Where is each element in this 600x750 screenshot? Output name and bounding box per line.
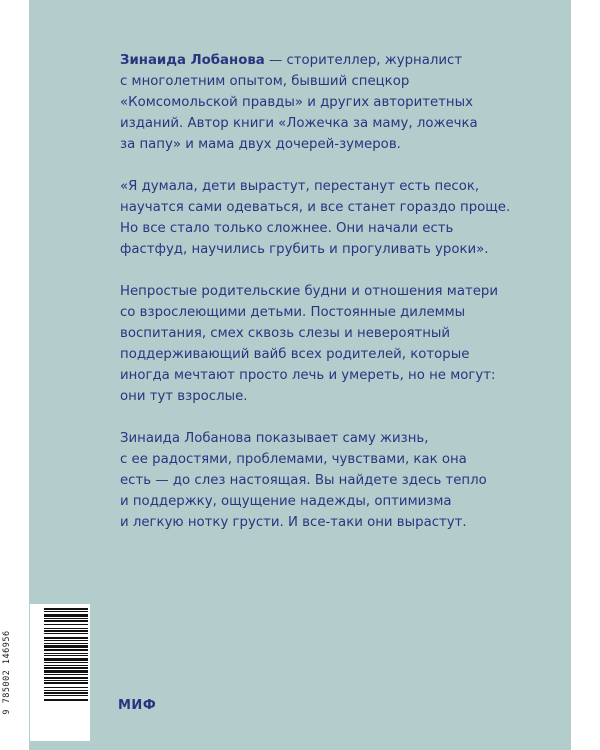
barcode-bar xyxy=(44,643,88,644)
barcode-bar xyxy=(44,674,88,675)
barcode-bar xyxy=(44,649,88,651)
barcode-bar xyxy=(44,665,88,666)
barcode-bar xyxy=(44,645,88,648)
barcode-bar xyxy=(44,658,88,661)
barcode-bar xyxy=(44,608,88,610)
barcode-bar xyxy=(44,667,88,669)
barcode-digits: 9 785002 146956 xyxy=(2,630,12,715)
publisher-logo: МИФ xyxy=(118,698,157,713)
barcode-bar xyxy=(44,637,88,639)
barcode-bar xyxy=(44,618,88,619)
barcode-bar xyxy=(44,699,88,701)
author-name: Зинаида Лобанова xyxy=(120,53,265,68)
barcode-bar xyxy=(44,628,88,629)
barcode-bar xyxy=(44,680,88,681)
barcode-bar xyxy=(44,655,88,656)
barcode-bar xyxy=(44,662,88,663)
description-paragraph: Непростые родительские будни и отношения матери со взрослеющими детьми. Постоянные дилеммы воспитания, смех сквозь слезы и невероятный поддерживающий вайб всех родителей, которые иногда мечтают просто лечь и умереть, но не могут: они тут взрослые. xyxy=(120,284,498,404)
barcode-bar xyxy=(44,640,88,641)
barcode-bar xyxy=(44,633,88,634)
barcode-bar xyxy=(44,687,88,688)
barcode-bar xyxy=(44,677,88,679)
about-author-paragraph xyxy=(120,50,520,155)
barcode-bar xyxy=(44,682,88,684)
barcode-bar xyxy=(44,653,88,654)
barcode-bar xyxy=(44,692,88,694)
blurb-text xyxy=(120,50,520,554)
barcode-bar xyxy=(44,690,88,691)
barcode-bar xyxy=(44,695,88,696)
barcode-bar xyxy=(44,670,88,673)
barcode-bar xyxy=(44,620,88,622)
closing-paragraph: Зинаида Лобанова показывает саму жизнь, с ее радостями, проблемами, чувствами, как она есть — до слез настоящая. Вы найдете здесь тепло и поддержку, ощущение надежды, оптимизма и легкую нотку грусти. И все-таки они вырастут. xyxy=(120,431,487,530)
barcode-bars xyxy=(30,604,90,741)
barcode-bar xyxy=(44,614,88,617)
barcode-bar xyxy=(44,611,88,612)
quote-paragraph: «Я думала, дети вырастут, перестанут есть песок, научатся сами одеваться, и все станет гораздо проще. Но все стало только сложнее. Они начали есть фастфуд, научились грубить и прогуливать уроки». xyxy=(120,179,511,257)
author-bio: — сторителлер, журналист с многолетним опытом, бывший спецкор «Комсомольской правды» и других авторитетных изданий. Автор книги «Ложечка за маму, ложечка за папу» и мама двух дочерей-зумеров. xyxy=(120,53,478,152)
barcode-icon xyxy=(30,604,90,741)
barcode-bar xyxy=(44,624,88,625)
barcode-bar xyxy=(44,630,88,632)
